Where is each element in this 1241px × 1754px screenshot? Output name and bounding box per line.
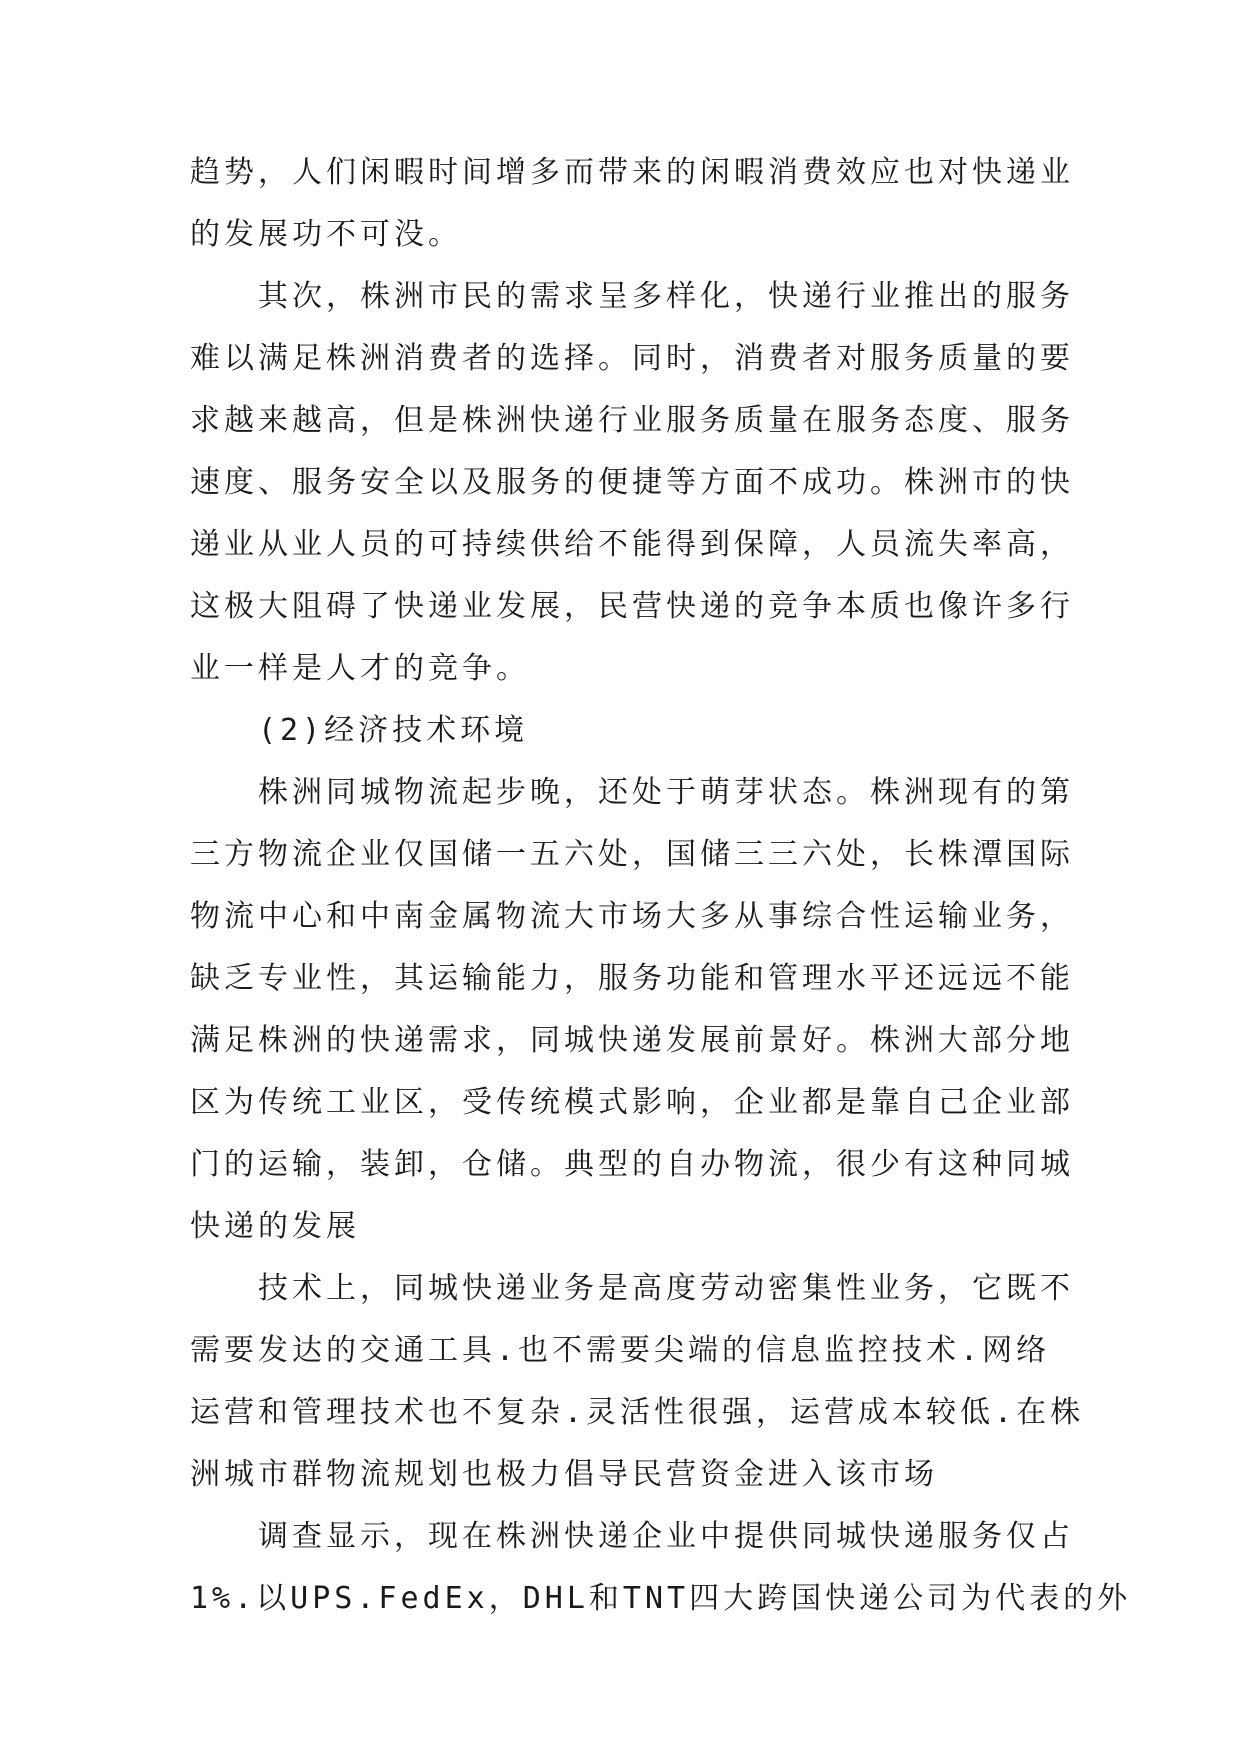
text-line: 缺乏专业性，其运输能力，服务功能和管理水平还远远不能	[190, 961, 1074, 996]
text-line: 趋势，人们闲暇时间增多而带来的闲暇消费效应也对快递业	[190, 155, 1074, 190]
text-line: 的发展功不可没。	[190, 217, 462, 252]
text-line: 调查显示，现在株洲快递企业中提供同城快递服务仅占	[258, 1519, 1074, 1554]
text-line: 满足株洲的快递需求，同城快递发展前景好。株洲大部分地	[190, 1023, 1074, 1058]
text-line: 递业从业人员的可持续供给不能得到保障，人员流失率高，	[190, 527, 1074, 562]
section-heading: (2)经济技术环境	[258, 713, 529, 748]
text-line: 三方物流企业仅国储一五六处，国储三三六处，长株潭国际	[190, 837, 1074, 872]
text-line: 洲城市群物流规划也极力倡导民营资金进入该市场	[190, 1457, 938, 1492]
text-line: 需要发达的交通工具.也不需要尖端的信息监控技术.网络	[190, 1333, 1051, 1368]
text-line: 技术上，同城快递业务是高度劳动密集性业务，它既不	[258, 1271, 1074, 1306]
text-line: 门的运输，装卸，仓储。典型的自办物流，很少有这种同城	[190, 1147, 1074, 1182]
text-line: 求越来越高，但是株洲快递行业服务质量在服务态度、服务	[190, 403, 1074, 438]
text-line: 速度、服务安全以及服务的便捷等方面不成功。株洲市的快	[190, 465, 1074, 500]
text-line: 难以满足株洲消费者的选择。同时，消费者对服务质量的要	[190, 341, 1074, 376]
text-line: 株洲同城物流起步晚，还处于萌芽状态。株洲现有的第	[258, 775, 1074, 810]
text-line: 运营和管理技术也不复杂.灵活性很强，运营成本较低.在株	[190, 1395, 1085, 1430]
text-line: 区为传统工业区，受传统模式影响，企业都是靠自己企业部	[190, 1085, 1074, 1120]
text-line: 其次，株洲市民的需求呈多样化，快递行业推出的服务	[258, 279, 1074, 314]
text-line: 物流中心和中南金属物流大市场大多从事综合性运输业务，	[190, 899, 1074, 934]
body-text	[190, 142, 1132, 1630]
text-line: 这极大阻碍了快递业发展，民营快递的竞争本质也像许多行	[190, 589, 1074, 624]
text-line: 业一样是人才的竞争。	[190, 651, 530, 686]
text-line: 快递的发展	[190, 1209, 360, 1244]
text-line: 1%.以UPS.FedEx，DHL和TNT四大跨国快递公司为代表的外	[190, 1581, 1132, 1616]
